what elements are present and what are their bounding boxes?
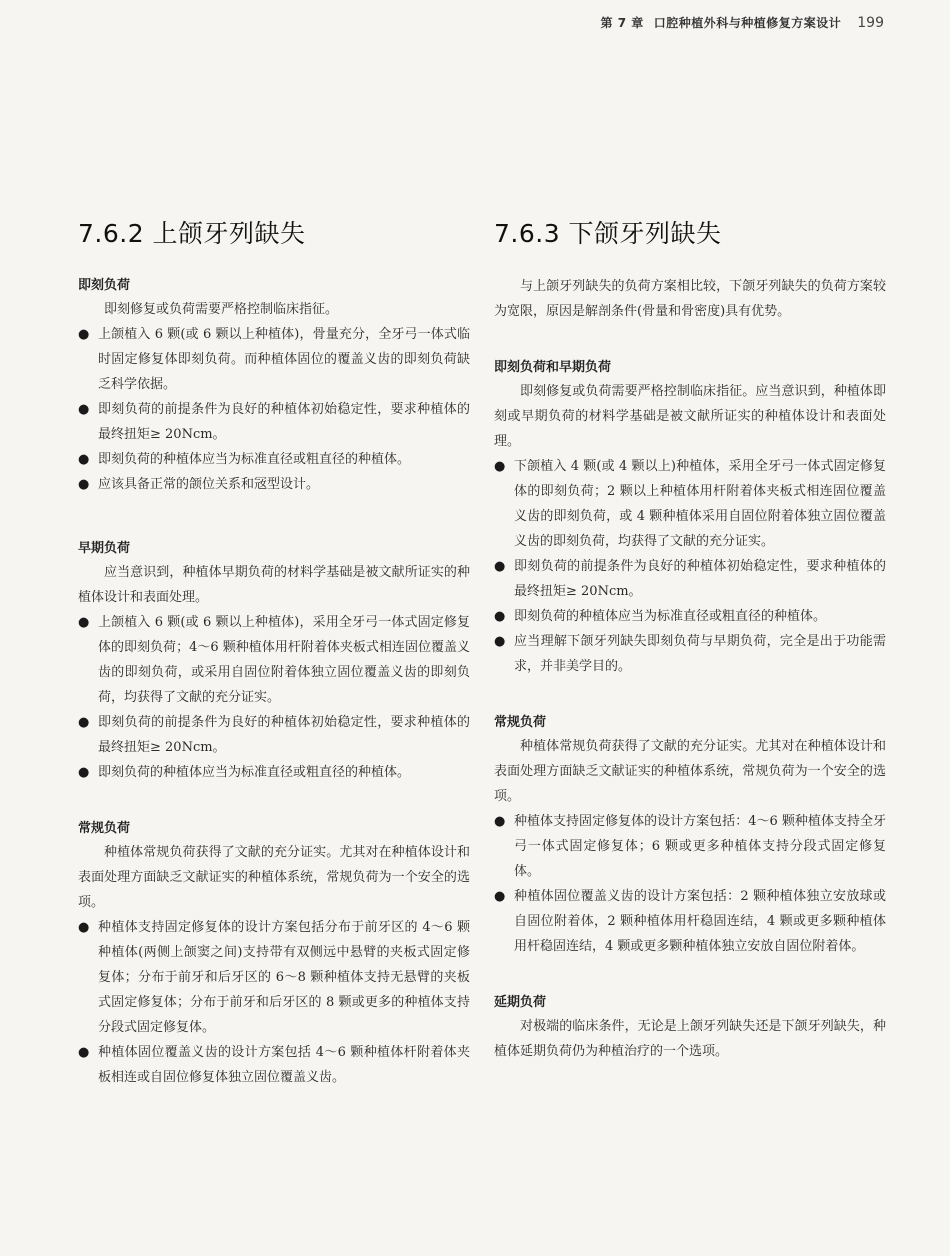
list-item: ● 上颌植入 6 颗(或 6 颗以上种植体)，骨量充分，全牙弓一体式临时固定修复体即刻负荷。而种植体固位的覆盖义齿的即刻负荷缺乏科学依据。 [78, 322, 470, 397]
bullet-list [78, 322, 470, 497]
header-chapter: 第 7 章 [600, 16, 644, 30]
paragraph: 即刻修复或负荷需要严格控制临床指征。 [104, 302, 339, 317]
list-item: ● 种植体固位覆盖义齿的设计方案包括：2 颗种植体独立安放球或自固位附着体，2 颗种植体用杆稳固连结，4 颗或更多颗种植体用杆稳固连结，4 颗或更多颗种植体独立安放自固位附着体。 [494, 884, 886, 959]
list-item: ● 即刻负荷的前提条件为良好的种植体初始稳定性，要求种植体的最终扭矩≥ 20Ncm。 [78, 397, 470, 447]
bullet-list [494, 809, 886, 959]
list-item: ● 即刻负荷的前提条件为良好的种植体初始稳定性，要求种植体的最终扭矩≥ 20Ncm。 [78, 710, 470, 760]
running-header [601, 14, 884, 31]
list-item: ● 种植体支持固定修复体的设计方案包括分布于前牙区的 4～6 颗种植体(两侧上颌窦之间)支持带有双侧远中悬臂的夹板式固定修复体；分布于前牙和后牙区的 6～8 颗种植体支持无悬臂的夹板式固定修复体；分布于前牙和后牙区的 8 颗或更多的种植体支持分段式固定修复体。 [78, 915, 470, 1040]
section-conventional-loading [78, 817, 470, 1090]
section-heading-7-6-2: 7.6.2 上颌牙列缺失 [78, 219, 306, 248]
right-column [494, 214, 886, 1096]
subheading: 常规负荷 [78, 821, 131, 836]
list-item: ● 即刻负荷的前提条件为良好的种植体初始稳定性，要求种植体的最终扭矩≥ 20Ncm。 [494, 554, 886, 604]
subheading: 即刻负荷 [78, 278, 131, 293]
bullet-list [78, 915, 470, 1090]
paragraph: 种植体常规负荷获得了文献的充分证实。尤其对在种植体设计和表面处理方面缺乏文献证实的种植体系统，常规负荷为一个安全的选项。 [78, 845, 470, 910]
subheading: 早期负荷 [78, 541, 131, 556]
section-conventional-loading [494, 711, 886, 959]
section-delayed-loading [494, 991, 886, 1064]
paragraph: 与上颌牙列缺失的负荷方案相比较，下颌牙列缺失的负荷方案较为宽限，原因是解剖条件(骨量和骨密度)具有优势。 [494, 279, 886, 319]
bullet-list [78, 610, 470, 785]
paragraph: 应当意识到，种植体早期负荷的材料学基础是被文献所证实的种植体设计和表面处理。 [78, 565, 470, 605]
bullet-list [494, 454, 886, 679]
list-item: ● 应当理解下颌牙列缺失即刻负荷与早期负荷，完全是出于功能需求，并非美学目的。 [494, 629, 886, 679]
list-item: ● 下颌植入 4 颗(或 4 颗以上)种植体，采用全牙弓一体式固定修复体的即刻负荷；2 颗以上种植体用杆附着体夹板式相连固位覆盖义齿的即刻负荷，或 4 颗种植体采用自固位附着体独立固位覆盖义齿的即刻负荷，均获得了文献的充分证实。 [494, 454, 886, 554]
list-item: ● 即刻负荷的种植体应当为标准直径或粗直径的种植体。 [78, 447, 470, 472]
subheading: 常规负荷 [494, 715, 547, 730]
paragraph: 即刻修复或负荷需要严格控制临床指征。应当意识到，种植体即刻或早期负荷的材料学基础是被文献所证实的种植体设计和表面处理。 [494, 384, 886, 449]
section-early-loading [78, 537, 470, 785]
list-item: ● 种植体固位覆盖义齿的设计方案包括 4～6 颗种植体杆附着体夹板相连或自固位修复体独立固位覆盖义齿。 [78, 1040, 470, 1090]
list-item: ● 应该具备正常的颌位关系和㓂型设计。 [78, 472, 470, 497]
list-item: ● 上颌植入 6 颗(或 6 颗以上种植体)，采用全牙弓一体式固定修复体的即刻负荷；4～6 颗种植体用杆附着体夹板式相连固位覆盖义齿的即刻负荷，或采用自固位附着体独立固位覆盖义齿的即刻负荷，均获得了文献的充分证实。 [78, 610, 470, 710]
section-heading-7-6-3: 7.6.3 下颌牙列缺失 [494, 219, 722, 248]
list-item: ● 即刻负荷的种植体应当为标准直径或粗直径的种植体。 [78, 760, 470, 785]
subheading: 延期负荷 [494, 995, 547, 1010]
page-number: 199 [857, 15, 884, 31]
paragraph: 对极端的临床条件，无论是上颌牙列缺失还是下颌牙列缺失，种植体延期负荷仍为种植治疗的一个选项。 [494, 1019, 886, 1059]
left-column [78, 214, 470, 1122]
list-item: ● 即刻负荷的种植体应当为标准直径或粗直径的种植体。 [494, 604, 886, 629]
intro [494, 274, 886, 324]
section-immediate-loading [78, 274, 470, 497]
section-immediate-early-loading [494, 356, 886, 679]
header-title: 口腔种植外科与种植修复方案设计 [653, 16, 842, 30]
list-item: ● 种植体支持固定修复体的设计方案包括：4～6 颗种植体支持全牙弓一体式固定修复体；6 颗或更多种植体支持分段式固定修复体。 [494, 809, 886, 884]
subheading: 即刻负荷和早期负荷 [494, 360, 612, 375]
paragraph: 种植体常规负荷获得了文献的充分证实。尤其对在种植体设计和表面处理方面缺乏文献证实的种植体系统，常规负荷为一个安全的选项。 [494, 739, 886, 804]
